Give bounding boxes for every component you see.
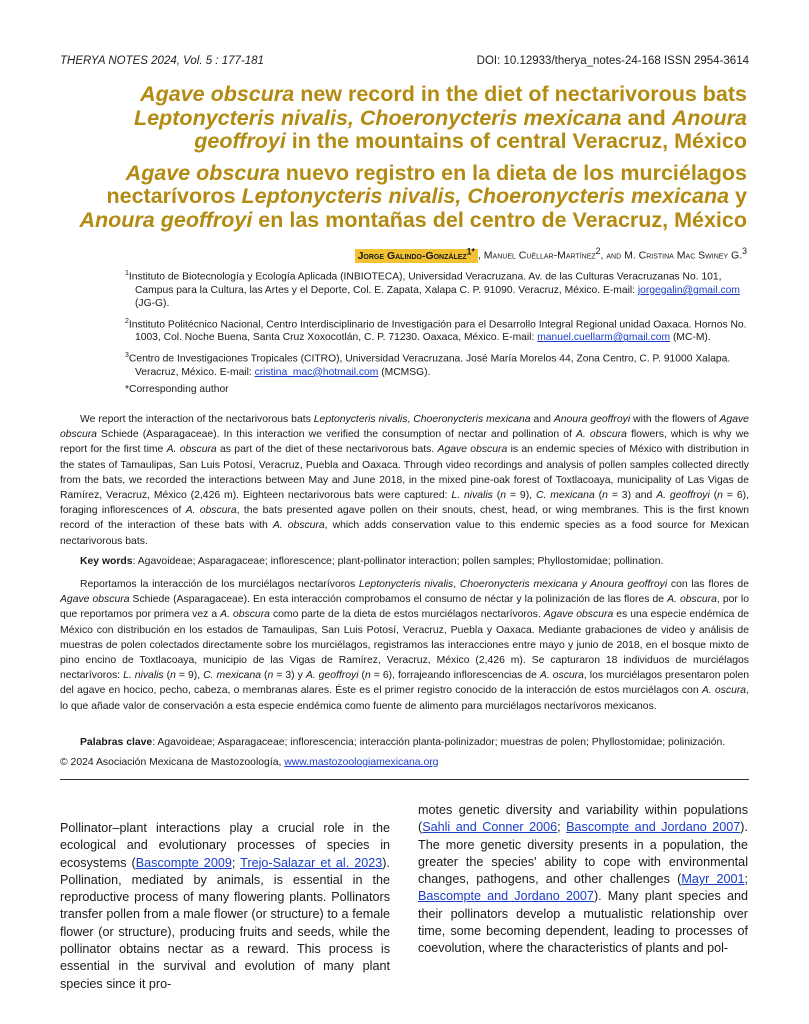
citation-link[interactable]: Bascompte and Jordano 2007: [418, 889, 594, 904]
keywords-english: Key words: Agavoideae; Asparagaceae; inflorescence; plant-pollinator interaction; pollen samples; Phyllostomidae; pollination.: [80, 556, 664, 567]
society-website-link[interactable]: www.mastozoologiamexicana.org: [284, 757, 439, 768]
abstract-spanish: Reportamos la interacción de los murciélagos nectarívoros Leptonycteris nivalis, Choeronycteris mexicana y Anoura geoffroyi con las flores de Agave obscura Schiede (Asparagaceae). En esta interacción comprobamos el consumo de néctar y la polinización de las flores de A. obscura, por lo que reportamos por primera vez a A. obscura como parte de la dieta de estos murciélagos nectarívoros. Agave obscura es una especie endémica de México con distribución en los estados de Tamaulipas, San Luis Potosí, Veracruz, Puebla y Oaxaca. Mediante grabaciones de video y análisis de muestras de polen colectados directamente sobre los murciélagos, registramos las interacciones entre mayo y junio de 2018, en el bosque mixto de pino encino de Toxtlacoaya, municipio de las Vigas de Ramírez, Veracruz, México (2,426 m). Se capturaron 18 individuos de murciélagos nectarívoros: L. nivalis (n = 9), C. mexicana (n = 3) y A. geoffroyi (n = 6), forrajeando inflorescencias de A. oscura, los murciélagos presentaron polen del agave en hocico, pecho, cabeza, o membranas alares. Éste es el primer registro conocido de la interacción de estos murciélagos con A. oscura, lo que añade valor de conservación a esta especie endémica como fuente de alimento para murciélagos nectarívoros mexicanos.: [60, 579, 750, 712]
citation-link[interactable]: Trejo-Salazar et al. 2023: [240, 855, 383, 870]
author-highlight: Jorge Galindo-González$^{1*}$: [355, 249, 478, 263]
author-list: Jorge Galindo-González$^{1*}$ , Manuel Cuéllar-Martínez$^2$, and M. Cristina Mac Swiney G.$^3$: [355, 246, 747, 262]
body-column-left: Pollinator–plant interactions play a crucial role in the ecological and evolutionary processes of species in ecosystems (Bascompte 2009; Trejo-Salazar et al. 2023). Pollination, mediated by animals, is essential in the reproductive process of many flowering plants. Pollinators transfer pollen from a male flower (or structure) to a female flower (or structure), producing fruits and seeds, while the pollinator obtains nectar as a reward. This process is essential in the survival and evolution of many plant species since it pro-: [60, 821, 390, 991]
title-spanish: Agave obscura nuevo registro en la dieta de los murciélagos nectarívoros Leptonycteris nivalis, Choeronycteris mexicana y Anoura geoffroyi en las montañas del centro de Veracruz, México: [79, 160, 747, 232]
journal-citation: THERYA NOTES 2024, Vol. 5 : 177-181: [60, 55, 264, 67]
citation-link[interactable]: Bascompte and Jordano 2007: [566, 820, 741, 835]
affiliation-3: $^3$Centro de Investigaciones Tropicales (CITRO), Universidad Veracruzana. José María Morelos 44, Zona Centro, C. P. 91000 Xalapa. Veracruz, México. E-mail: cristina_mac@hotmail.com (MCMSG).: [125, 351, 731, 378]
title-english: Agave obscura new record in the diet of nectarivorous bats Leptonycteris nivalis, Choeronycteris mexicana and Anoura geoffroyi in the mountains of central Veracruz, México: [134, 82, 747, 153]
corresponding-author: *Corresponding author: [125, 384, 229, 396]
citation-link[interactable]: Sahli and Conner 2006: [422, 820, 558, 835]
affiliations: [125, 267, 749, 401]
citation-link[interactable]: Bascompte 2009: [135, 855, 232, 870]
titles: [60, 83, 747, 232]
body-column-right: motes genetic diversity and variability within populations (Sahli and Conner 2006; Bascompte and Jordano 2007). The more genetic diversity presents in a population, the greater the species' ability to cope with environmental changes, pathogens, and other challenges (Mayr 2001; Bascompte and Jordano 2007). Many plant species and their pollinators develop a mutualistic relationship over time, some becoming dependent, leading to processes of coevolution, where the characteristics of plants and pol-: [418, 803, 748, 956]
copyright-line: © 2024 Asociación Mexicana de Mastozoología, www.mastozoologiamexicana.org: [60, 757, 439, 768]
keywords-spanish: Palabras clave: Agavoideae; Asparagaceae; inflorescencia; interacción planta-polinizador; muestras de polen; Phyllostomidae; polinización.: [80, 737, 726, 748]
abstract-english: We report the interaction of the nectarivorous bats Leptonycteris nivalis, Choeronycteris mexicana and Anoura geoffroyi with the flowers of Agave obscura Schiede (Asparagaceae). In this interaction we verified the consumption of nectar and pollination of A. obscura flowers, which is why we report for the first time A. obscura as part of the diet of these nectarivorous bats. Agave obscura is an endemic species of México with distribution in the states of Tamaulipas, San Luis Potosí, Veracruz, Puebla and Oaxaca. Through video recordings and analysis of pollen samples collected directly from the bats, we recorded the interactions between May and June 2018, in the mixed pine-oak forest of Toxtlacoaya, municipality of Las Vigas de Ramírez, Veracruz, México (2,426 m). Eighteen nectarivorous bats were captured: L. nivalis (n = 9), C. mexicana (n = 3) and A. geoffroyi (n = 6), foraging inflorescences of A. obscura, the bats presented agave pollen on their snouts, chest, head, or wing membranes. This is the first known record of the interaction of these bats with A. obscura, which adds conservation value to this endemic species as a food source for Mexican nectarivorous bats.: [60, 414, 749, 547]
affiliation-1: $^1$Instituto de Biotecnología y Ecología Aplicada (INBIOTECA), Universidad Veracruzana. Av. de las Culturas Veracruzanas No. 101, Campus para la Cultura, las Artes y el Deporte, Col. E. Zapata, Xalapa C. P. 91090. Veracruz, México. E-mail: jorgegalin@gmail.com (JG-G).: [125, 270, 740, 310]
email-link[interactable]: manuel.cuellarm@gmail.com: [537, 332, 671, 344]
email-link[interactable]: cristina_mac@hotmail.com: [254, 366, 379, 378]
email-link[interactable]: jorgegalin@gmail.com: [637, 284, 740, 296]
doi-issn: DOI: 10.12933/therya_notes-24-168 ISSN 2954-3614: [476, 55, 749, 67]
section-divider: [60, 779, 749, 780]
citation-link[interactable]: Mayr 2001: [681, 872, 745, 887]
affiliation-2: $^2$Instituto Politécnico Nacional, Centro Interdisciplinario de Investigación para el Desarrollo Integral Regional unidad Oaxaca. Hornos No. 1003, Col. Noche Buena, Santa Cruz Xoxocotlán, C. P. 71230. Oaxaca, México. E-mail: manuel.cuellarm@gmail.com (MC-M).: [125, 317, 747, 344]
